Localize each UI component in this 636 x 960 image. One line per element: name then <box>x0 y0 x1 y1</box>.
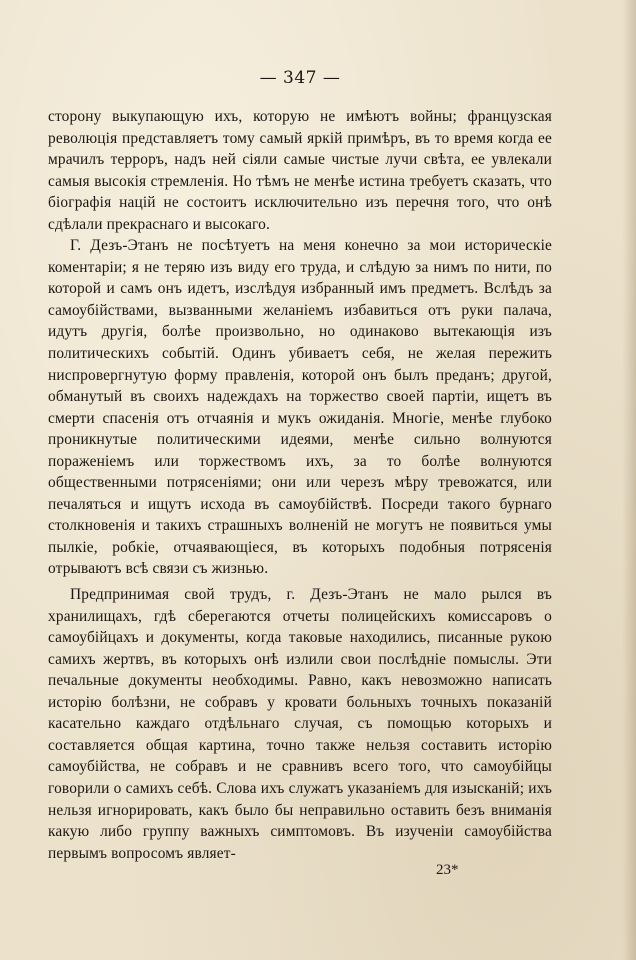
page-number: — 347 — <box>259 68 341 88</box>
paragraph-continuation: сторону выкупающую ихъ, которую не имѣютъ войны; французская революція представляетъ тому самый яркій примѣръ, въ то время когда ее мрачилъ терроръ, надъ ней сіяли самые чистые лучи свѣта, ее увлекали самыя высокія стремленія. Но тѣмъ не менѣе истина требуетъ сказать, что біографія націй не состоитъ исключительно изъ перечня того, что онѣ сдѣлали прекраснаго и высокаго. <box>48 108 552 233</box>
paragraph-des-etangs-commentary: Г. Дезъ-Этанъ не посѣтуетъ на меня конечно за мои историческіе коментаріи; я не теряю изъ виду его труда, и слѣдую за нимъ по нити, по которой и самъ онъ идетъ, изслѣдуя избранный имъ предметъ. Вслѣдъ за самоубійствами, вызванными желаніемъ избавиться отъ руки палача, идутъ другія, болѣе произвольно, но одинаково вытекающія изъ политическихъ событій. Одинъ убиваетъ себя, не желая пережить ниспровергнутую форму правленія, которой онъ былъ преданъ; другой, обманутый въ своихъ надеждахъ на торжество своей партіи, ищетъ въ смерти спасенія отъ отчаянія и мукъ ожиданія. Многіе, менѣе глубоко проникнутые политическими идеями, менѣе сильно волнуются пораженіемъ или торжествомъ ихъ, за то болѣе волнуются общественными потрясеніями; они или черезъ мѣру тревожатся, или печаляться и ищутъ исхода въ самоубійствѣ. Посреди такого бурнаго столкновенія и такихъ страшныхъ волненій не могутъ не появиться умы пылкіе, робкіе, отчаявающіеся, въ которыхъ подобныя потрясенія отрываютъ всѣ связи съ жизнью. <box>48 237 552 578</box>
paragraph-archival-research: Предпринимая свой трудъ, г. Дезъ-Этанъ не мало рылся въ хранилищахъ, гдѣ сберегаются отчеты полицейскихъ комиссаровъ о самоубійцахъ и документы, когда таковые находились, писанные рукою самихъ жертвъ, въ которыхъ онѣ излили свои послѣдніе помыслы. Эти печальные документы необходимы. Равно, какъ невозможно написать исторію болѣзни, не собравъ у кровати больныхъ точныхъ показаній касательно каждаго отдѣльнаго случая, съ помощью которыхъ и составляется общая картина, точно также нельзя составить исторію самоубійства, не собравъ и не сравнивъ всего того, что самоубійцы говорили о самихъ себѣ. Слова ихъ служатъ указаніемъ для изысканій; ихъ нельзя игнорировать, какъ было бы неправильно оставить безъ вниманія какую либо группу важныхъ симптомовъ. Въ изученіи самоубійства первымъ вопросомъ являет- <box>48 586 552 862</box>
body-text <box>48 106 552 864</box>
page-edge-shadow <box>622 0 636 960</box>
printer-signature-mark: 23* <box>436 862 459 878</box>
